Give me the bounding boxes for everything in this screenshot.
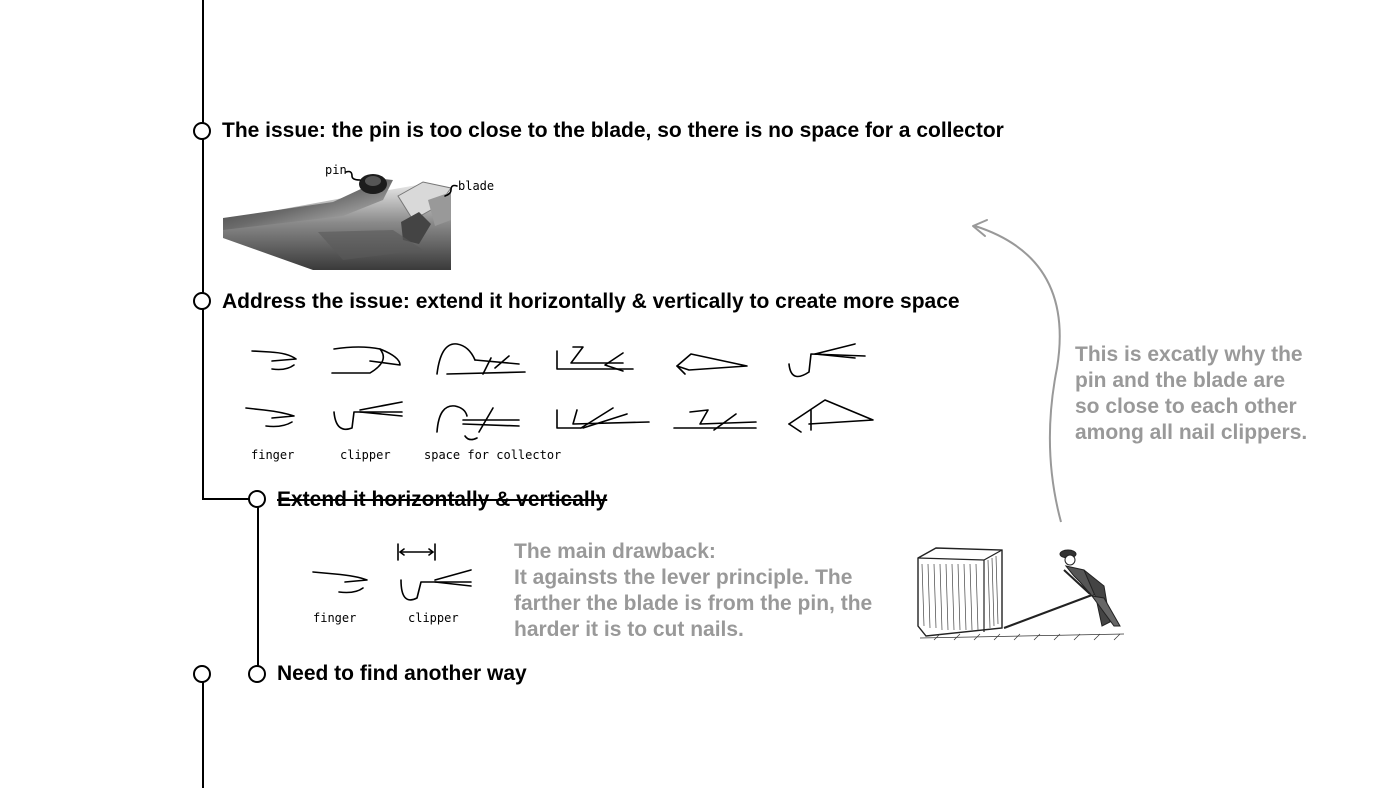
clipper-sketches xyxy=(240,338,900,448)
blade-label: blade xyxy=(458,179,495,193)
branch-finger-label: finger xyxy=(313,611,357,625)
sketch-10 xyxy=(557,408,649,428)
clipper-label: clipper xyxy=(340,448,391,462)
sketch-7 xyxy=(246,408,294,427)
pin-pointer xyxy=(346,168,366,188)
sketch-8 xyxy=(334,402,402,429)
finger-label: finger xyxy=(251,448,295,462)
timeline-node-3 xyxy=(248,665,266,683)
sketch-1 xyxy=(252,351,296,370)
sketch-9 xyxy=(437,406,519,440)
curved-arrow-icon xyxy=(965,218,1075,528)
timeline-node-branch xyxy=(248,490,266,508)
sketch-2 xyxy=(332,347,400,373)
branch-sketch-finger xyxy=(313,572,367,593)
sketch-6 xyxy=(789,344,865,377)
nail-clipper-photo xyxy=(223,160,493,270)
timeline-node-1 xyxy=(193,122,211,140)
sketch-5 xyxy=(677,354,747,374)
branch-heading: Extend it horizontally & vertically xyxy=(277,488,608,511)
main-timeline-line-lower xyxy=(202,674,204,788)
branch-timeline-line xyxy=(257,499,259,675)
step-address-heading: Address the issue: extend it horizontally & vertically to create more space xyxy=(222,290,960,313)
lever-man-illustration xyxy=(914,542,1134,642)
branch-sketch-clipper xyxy=(401,570,471,600)
drawback-title: The main drawback: xyxy=(514,540,716,563)
pin-label: pin xyxy=(325,163,347,177)
dimension-arrow-icon xyxy=(398,544,435,560)
sketch-11 xyxy=(674,410,756,430)
branch-clipper-label: clipper xyxy=(408,611,459,625)
sketch-4 xyxy=(557,347,633,371)
timeline-node-2 xyxy=(193,292,211,310)
sketch-3 xyxy=(437,344,525,374)
sketch-12 xyxy=(789,400,873,432)
timeline-node-main-end xyxy=(193,665,211,683)
step-another-way-heading: Need to find another way xyxy=(277,662,527,685)
blade-pointer xyxy=(443,182,463,202)
branch-sketches xyxy=(305,540,485,610)
step-issue-heading: The issue: the pin is too close to the blade, so there is no space for a collector xyxy=(222,119,1004,142)
drawback-body: It againsts the lever principle. The farther the blade is from the pin, the harder it is to cut nails. xyxy=(514,566,873,641)
drawback-note xyxy=(514,539,884,643)
main-timeline-line xyxy=(202,0,204,499)
side-note: This is excatly why the pin and the blade are so close to each other among all nail clippers. xyxy=(1075,343,1308,444)
collector-label: space for collector xyxy=(424,448,562,462)
